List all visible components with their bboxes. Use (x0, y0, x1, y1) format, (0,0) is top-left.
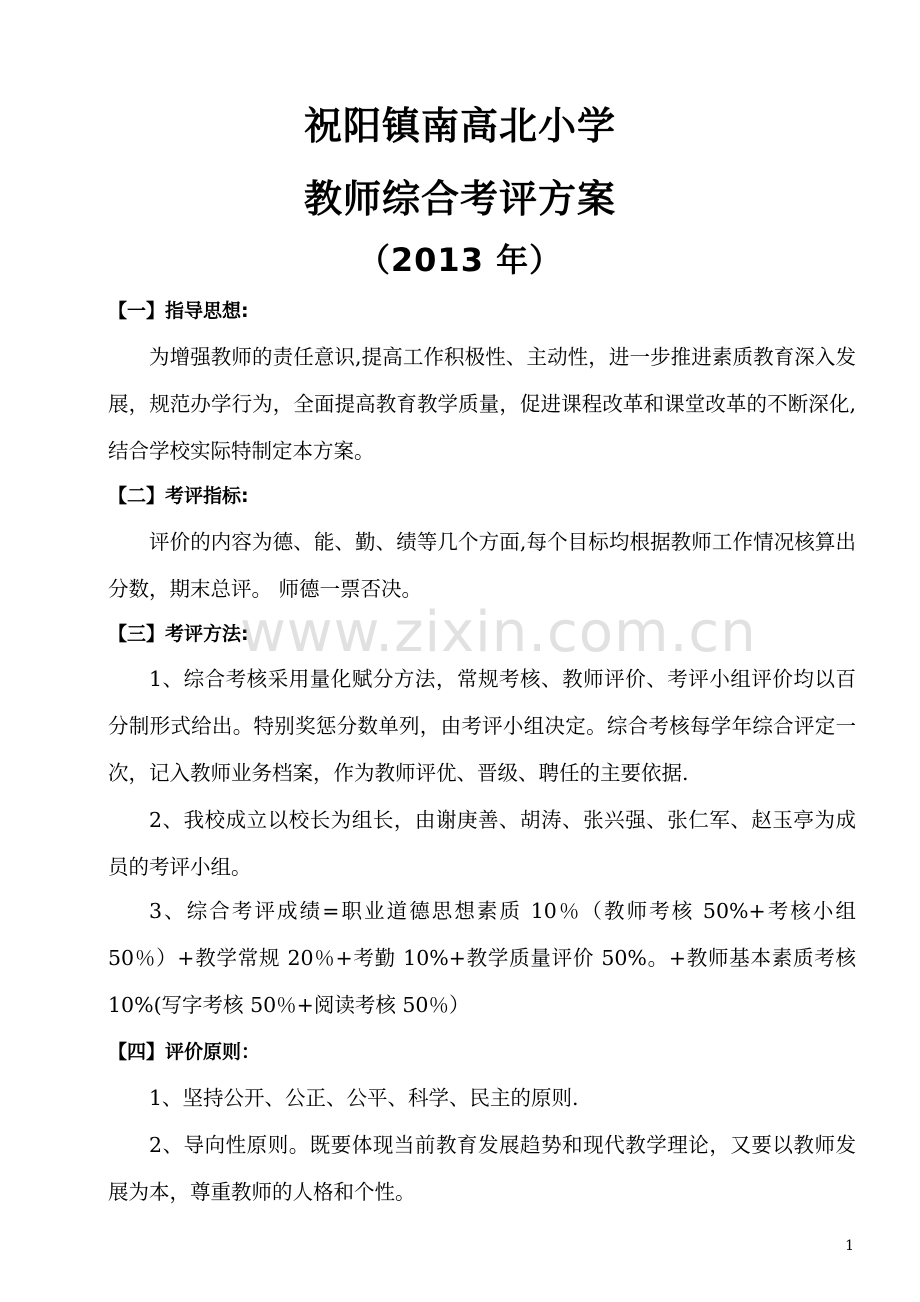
section-heading-evaluation-indicators: 【二】考评指标: (108, 485, 249, 507)
website-watermark: www.zixin.com.cn (240, 600, 757, 665)
paragraph-method-3: 3、综合考评成绩=职业道德思想素质 10％（教师考核 50%+考核小组 50％）+教学常规 20％+考勤 10%+教学质量评价 50%。+教师基本素质考核 10%(写字考核 50％+阅读考核 50％） (108, 899, 856, 1017)
paragraph-method-2: 2、我校成立以校长为组长，由谢庚善、胡涛、张兴强、张仁军、赵玉亭为成员的考评小组。 (108, 808, 856, 879)
document-title-school: 祝阳镇南高北小学 (303, 104, 616, 148)
section-heading-guiding-ideology: 【一】指导思想: (108, 300, 249, 322)
paragraph-evaluation-indicators: 评价的内容为德、能、勤、绩等几个方面,每个目标均根据教师工作情况核算出分数，期末总评。 师德一票否决。 (108, 530, 856, 601)
paragraph-method-1: 1、综合考核采用量化赋分方法，常规考核、教师评价、考评小组评价均以百分制形式给出。特别奖惩分数单列，由考评小组决定。综合考核每学年综合评定一次，记入教师业务档案，作为教师评优、晋级、聘任的主要依据. (108, 667, 856, 785)
document-title-plan: 教师综合考评方案 (303, 177, 616, 221)
section-heading-evaluation-methods: 【三】考评方法: (108, 623, 249, 645)
paragraph-principle-1: 1、坚持公开、公正、公平、科学、民主的原则. (149, 1086, 579, 1110)
page-number: 1 (845, 1238, 854, 1254)
paragraph-principle-2: 2、导向性原则。既要体现当前教育发展趋势和现代教学理论，又要以教师发展为本，尊重教师的人格和个性。 (108, 1133, 856, 1204)
paragraph-guiding-ideology: 为增强教师的责任意识,提高工作积极性、主动性，进一步推进素质教育深入发展，规范办学行为，全面提高教育教学质量，促进课程改革和课堂改革的不断深化,结合学校实际特制定本方案。 (108, 345, 856, 463)
section-heading-evaluation-principles: 【四】评价原则： (108, 1041, 261, 1063)
document-title-year: （2013 年） (357, 241, 563, 279)
